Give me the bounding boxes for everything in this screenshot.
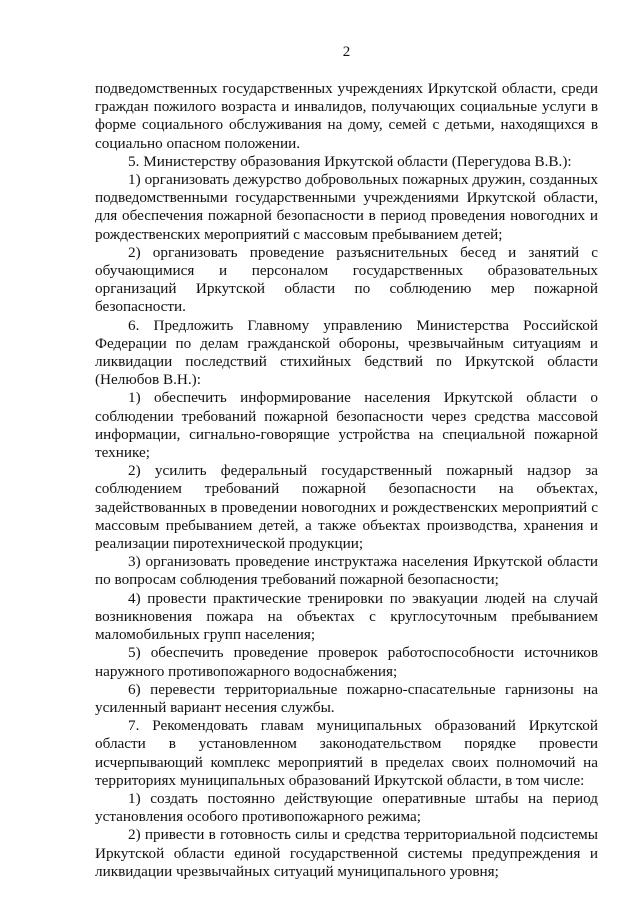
- paragraph: 7. Рекомендовать главам муниципальных образований Иркутской области в установленном законодательством порядке провести исчерпывающий комплекс мероприятий в пределах своих полномочий на территориях муниципальных образований Иркутской области, в том числе:: [95, 717, 598, 789]
- paragraph: подведомственных государственных учреждениях Иркутской области, среди граждан пожилого возраста и инвалидов, получающих социальные услуги в форме социального обслуживания на дому, семей с детьми, находящихся в социально опасном положении.: [95, 80, 598, 152]
- paragraph: 4) провести практические тренировки по эвакуации людей на случай возникновения пожара на объектах с круглосуточным пребыванием маломобильных групп населения;: [95, 589, 598, 644]
- paragraph: 5. Министерству образования Иркутской области (Перегудова В.В.):: [128, 152, 572, 170]
- paragraph: 1) организовать дежурство добровольных пожарных дружин, созданных подведомственными государственными учреждениями Иркутской области, для обеспечения пожарной безопасности в период проведения новогодних и рождественских мероприятий с массовым пребыванием детей;: [95, 171, 598, 243]
- paragraph: 6) перевести территориальные пожарно-спасательные гарнизоны на усиленный вариант несения службы.: [95, 680, 598, 716]
- paragraph: 2) усилить федеральный государственный пожарный надзор за соблюдением требований пожарной безопасности на объектах, задействованных в проведении новогодних и рождественских мероприятий с массовым пребыванием детей, а также объектах производства, хранения и реализации пиротехнической продукции;: [95, 462, 598, 553]
- paragraph: 5) обеспечить проведение проверок работоспособности источников наружного противопожарного водоснабжения;: [95, 644, 598, 680]
- document-body: [95, 80, 598, 881]
- paragraph: 1) обеспечить информирование населения Иркутской области о соблюдении требований пожарной безопасности через средства массовой информации, сигнально-говорящие устройства на специальной пожарной технике;: [95, 389, 598, 462]
- paragraph: 2) привести в готовность силы и средства территориальной подсистемы Иркутской области единой государственной системы предупреждения и ликвидации чрезвычайных ситуаций муниципального уровня;: [95, 826, 598, 880]
- paragraph: 3) организовать проведение инструктажа населения Иркутской области по вопросам соблюдения требований пожарной безопасности;: [95, 553, 598, 589]
- paragraph: 1) создать постоянно действующие оперативные штабы на период установления особого противопожарного режима;: [95, 789, 598, 826]
- paragraph: 2) организовать проведение разъяснительных бесед и занятий с обучающимися и персоналом государственных образовательных организаций Иркутской области по соблюдению мер пожарной безопасности.: [95, 243, 598, 316]
- paragraph: 6. Предложить Главному управлению Министерства Российской Федерации по делам гражданской обороны, чрезвычайным ситуациям и ликвидации последствий стихийных бедствий по Иркутской области (Нелюбов В.Н.):: [95, 316, 598, 389]
- page-number: 2: [342, 44, 351, 60]
